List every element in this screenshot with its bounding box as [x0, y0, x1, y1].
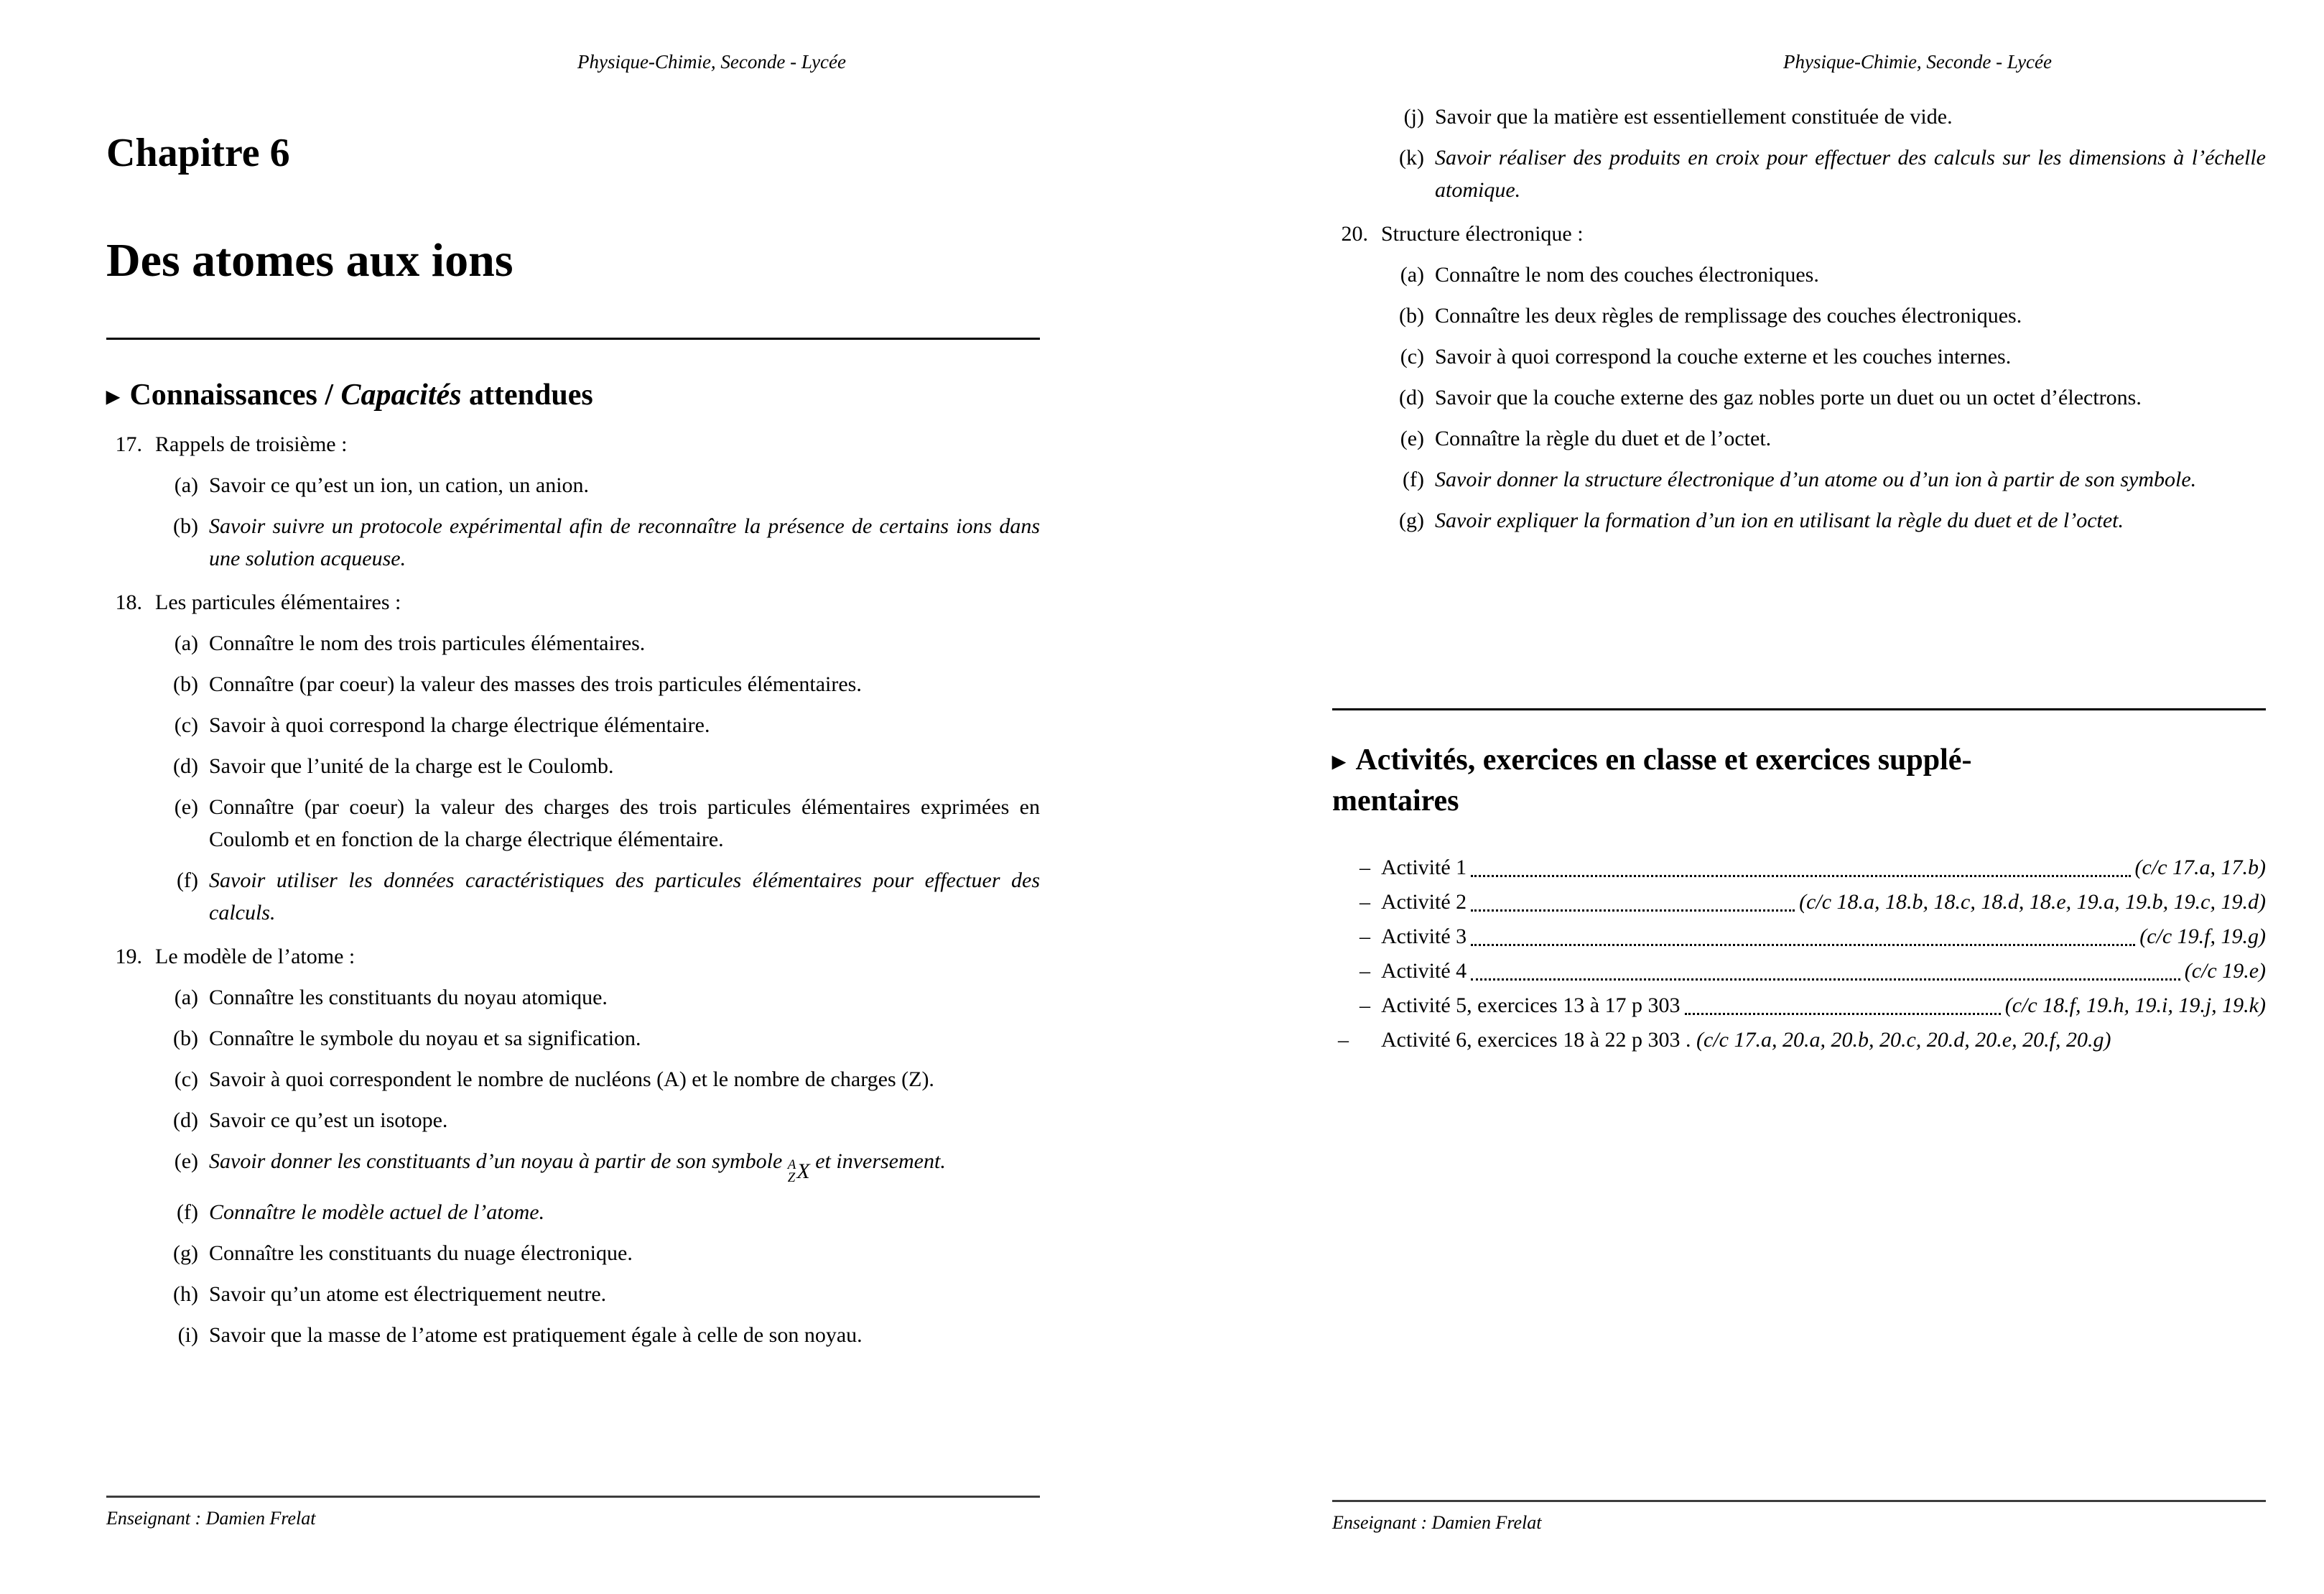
activity-reference: (c/c 18.f, 19.h, 19.i, 19.j, 19.k) — [2004, 993, 2266, 1017]
heading-line-1-text: Activités, exercices en classe et exercices supplé- — [1355, 743, 1972, 777]
subitem-label: (g) — [173, 1241, 198, 1265]
activity-label: Activité 2 — [1381, 890, 1467, 914]
subitem-label: (f) — [1403, 468, 1424, 491]
subitem-label: (c) — [174, 1067, 198, 1091]
activity-reference: (c/c 18.a, 18.b, 18.c, 18.d, 18.e, 19.a, 19.b, 19.c, 19.d) — [1799, 890, 2266, 914]
heading-line-2-text: mentaires — [1332, 784, 1459, 817]
subitem-label: (d) — [173, 1108, 198, 1132]
subitem — [159, 1196, 1040, 1228]
subitem-text: Savoir que la couche externe des gaz nobles porte un duet ou un octet d’électrons. — [1435, 386, 2142, 409]
subitem — [159, 791, 1040, 856]
activity-reference: (c/c 17.a, 17.b) — [2134, 856, 2266, 879]
dot-leader — [1471, 978, 2180, 981]
subitem-text: Connaître le symbole du noyau et sa signification. — [209, 1027, 641, 1050]
subitem — [1385, 101, 2266, 133]
activity-row — [1359, 989, 2266, 1021]
subitem — [159, 1237, 1040, 1269]
activity-label: Activité 6, exercices 18 à 22 p 303 — [1381, 1028, 1681, 1052]
dot-leader — [1471, 875, 2130, 877]
subitem — [1385, 142, 2266, 206]
section-heading-activites — [1332, 740, 2295, 821]
triangle-bullet-icon: ▶ — [1332, 753, 1346, 771]
activity-row — [1338, 1024, 2266, 1056]
knowledge-list-left — [106, 428, 1040, 1351]
footer-teacher: Enseignant : Damien Frelat — [106, 1508, 316, 1529]
activity-row — [1359, 955, 2266, 987]
subitem-text: Savoir expliquer la formation d’un ion en utilisant la règle du duet et de l’octet. — [1435, 509, 2124, 532]
list-item-head — [106, 940, 1040, 973]
subitem-label: (f) — [177, 1200, 198, 1224]
subitem-text: Savoir utiliser les données caractéristiques des particules élémentaires pour effectuer des calculs. — [209, 868, 1040, 925]
section-title-pre: Connaissances / — [129, 379, 341, 412]
item-number: 20. — [1341, 222, 1368, 246]
subitem — [1385, 463, 2266, 496]
subitem-text: Connaître les deux règles de remplissage des couches électroniques. — [1435, 304, 2022, 328]
subitem-text: Savoir ce qu’est un isotope. — [209, 1108, 448, 1132]
subitem-text: Savoir à quoi correspondent le nombre de nucléons (A) et le nombre de charges (Z). — [209, 1067, 934, 1091]
list-item-head — [1332, 218, 2266, 250]
subitem-text-before: Savoir donner les constituants d’un noyau à partir de son symbole — [209, 1149, 788, 1173]
activity-reference: (c/c 17.a, 20.a, 20.b, 20.c, 20.d, 20.e, 20.f, 20.g) — [1696, 1028, 2111, 1052]
page-right — [1162, 0, 2324, 1594]
item-number: 19. — [115, 945, 142, 968]
subitem-label: (d) — [173, 754, 198, 778]
subitem-label: (b) — [173, 672, 198, 696]
section-title-italic: Capacités — [340, 379, 462, 412]
subitem-text: Savoir que la masse de l’atome est pratiquement égale à celle de son noyau. — [209, 1322, 863, 1347]
subitem-label: (c) — [1400, 345, 1424, 369]
footer-rule — [1332, 1500, 2266, 1502]
subitem — [1385, 422, 2266, 455]
subitem-label: (g) — [1399, 509, 1424, 532]
title-rule — [106, 338, 1040, 340]
dash-bullet: – — [1338, 1028, 1349, 1052]
heading-line-1 — [1332, 743, 1971, 777]
subitem-text: Savoir à quoi correspond la couche externe et les couches internes. — [1435, 345, 2012, 369]
footer-rule — [106, 1496, 1040, 1498]
subitem-label: (c) — [174, 713, 198, 737]
subitem-label: (e) — [174, 1149, 198, 1173]
subitem-text: Savoir donner la structure électronique d’un atome ou d’un ion à partir de son symbole. — [1435, 468, 2197, 491]
dot-leader — [1685, 1013, 2001, 1015]
dot-leader — [1471, 909, 1795, 912]
dot-leader — [1471, 944, 2135, 946]
mass-number-a: A — [787, 1157, 796, 1172]
subitem-text: Connaître les constituants du noyau atomique. — [209, 986, 608, 1009]
subitem — [159, 1278, 1040, 1310]
dash-bullet: – — [1359, 959, 1370, 983]
subitem-label: (e) — [1400, 427, 1424, 450]
subitem-label: (a) — [174, 473, 198, 497]
running-head: Physique-Chimie, Seconde - Lycée — [1782, 51, 2053, 73]
item-title: Le modèle de l’atome : — [155, 945, 355, 968]
subitem — [159, 981, 1040, 1014]
subitem-label: (k) — [1399, 146, 1424, 170]
subitem-label: (d) — [1399, 386, 1424, 409]
subitem-text: Connaître la règle du duet et de l’octet. — [1435, 427, 1772, 450]
list-item — [106, 940, 1040, 1351]
subitem — [159, 1145, 1040, 1187]
dash-bullet: – — [1359, 993, 1370, 1017]
subitem — [159, 709, 1040, 741]
activity-row — [1359, 920, 2266, 953]
subitem-text: Connaître (par coeur) la valeur des charges des trois particules élémentaires exprimées en Coulomb et en fonction de la charge électrique élémentaire. — [209, 795, 1040, 851]
section-divider-rule — [1332, 708, 2266, 710]
subitem-text: Connaître le nom des couches électroniques. — [1435, 263, 1819, 287]
atomic-number-z: Z — [787, 1170, 796, 1186]
dash-bullet: – — [1359, 856, 1370, 879]
subitem — [159, 627, 1040, 659]
running-head: Physique-Chimie, Seconde - Lycée — [577, 51, 847, 73]
chapter-title: Des atomes aux ions — [106, 234, 513, 287]
dash-bullet: – — [1359, 890, 1370, 914]
subitem-label: (i) — [177, 1322, 198, 1347]
subitem-label: (e) — [174, 795, 198, 819]
activity-label: Activité 4 — [1381, 959, 1467, 983]
subitem — [159, 469, 1040, 501]
list-item — [1332, 218, 2266, 537]
subitem-text: Savoir à quoi correspond la charge électrique élémentaire. — [209, 713, 710, 737]
subitem — [159, 510, 1040, 575]
subitem-text: Connaître le modèle actuel de l’atome. — [209, 1200, 545, 1224]
subitem-label: (a) — [174, 631, 198, 655]
subitem — [159, 750, 1040, 782]
item-number: 17. — [115, 432, 142, 456]
subitem-label: (j) — [1403, 105, 1424, 129]
subitem — [159, 1104, 1040, 1136]
subitem-text — [209, 1145, 1040, 1187]
subitem-text: Connaître (par coeur) la valeur des masses des trois particules élémentaires. — [209, 672, 862, 696]
list-item — [1332, 101, 2266, 206]
subitem-text: Savoir qu’un atome est électriquement neutre. — [209, 1282, 607, 1306]
subitem — [159, 1319, 1040, 1351]
subitem-text-after: et inversement. — [809, 1149, 946, 1173]
subitem-text: Savoir suivre un protocole expérimental afin de reconnaître la présence de certains ions dans une solution acqueuse. — [209, 514, 1040, 570]
subitem-label: (b) — [173, 514, 198, 538]
activities-list — [1332, 851, 2266, 1056]
chapter-kicker: Chapitre 6 — [106, 131, 290, 175]
element-symbol-x: X — [796, 1159, 810, 1183]
subitem — [1385, 340, 2266, 373]
subitem — [1385, 300, 2266, 332]
subitem-label: (a) — [174, 986, 198, 1009]
subitem-text: Connaître le nom des trois particules élémentaires. — [209, 631, 646, 655]
dash-bullet: – — [1359, 925, 1370, 948]
activity-row — [1359, 886, 2266, 918]
activity-row — [1359, 851, 2266, 884]
subitem — [1385, 381, 2266, 414]
subitem — [159, 668, 1040, 700]
nuclide-stack — [788, 1159, 796, 1185]
subitem-text: Connaître les constituants du nuage électronique. — [209, 1241, 633, 1265]
section-heading-connaissances — [106, 375, 1069, 416]
list-item — [106, 428, 1040, 575]
subitem-text: Savoir que l’unité de la charge est le Coulomb. — [209, 754, 614, 778]
subitem-text: Savoir ce qu’est un ion, un cation, un anion. — [209, 473, 590, 497]
activity-label: Activité 5, exercices 13 à 17 p 303 — [1381, 993, 1681, 1017]
subitem-text: Savoir réaliser des produits en croix pour effectuer des calculs sur les dimensions à l’échelle atomique. — [1435, 146, 2266, 202]
section-title-post: attendues — [461, 379, 593, 412]
activity-reference: (c/c 19.e) — [2184, 959, 2266, 983]
subitem — [159, 1022, 1040, 1055]
subitem-label: (h) — [173, 1282, 198, 1306]
subitem — [159, 1063, 1040, 1095]
list-item-head — [106, 428, 1040, 460]
subitem — [1385, 504, 2266, 537]
activity-label: Activité 3 — [1381, 925, 1467, 948]
footer-teacher: Enseignant : Damien Frelat — [1332, 1512, 1542, 1533]
activity-separator: . — [1680, 1028, 1697, 1052]
item-title: Les particules élémentaires : — [155, 590, 401, 614]
nuclide-symbol — [788, 1155, 810, 1187]
subitem — [159, 864, 1040, 929]
subitem-label: (b) — [1399, 304, 1424, 328]
subitem-text: Savoir que la matière est essentiellement constituée de vide. — [1435, 105, 1953, 129]
subitem-label: (a) — [1400, 263, 1424, 287]
list-item — [106, 586, 1040, 929]
item-title: Rappels de troisième : — [155, 432, 348, 456]
activity-label: Activité 1 — [1381, 856, 1467, 879]
subitem-label: (b) — [173, 1027, 198, 1050]
activity-reference: (c/c 19.f, 19.g) — [2139, 925, 2266, 948]
item-title: Structure électronique : — [1381, 222, 1584, 246]
subitem-label: (f) — [177, 868, 198, 892]
item-number: 18. — [115, 590, 142, 614]
list-item-head — [106, 586, 1040, 618]
knowledge-list-right — [1332, 101, 2266, 537]
subitem — [1385, 259, 2266, 291]
triangle-bullet-icon: ▶ — [106, 388, 120, 407]
